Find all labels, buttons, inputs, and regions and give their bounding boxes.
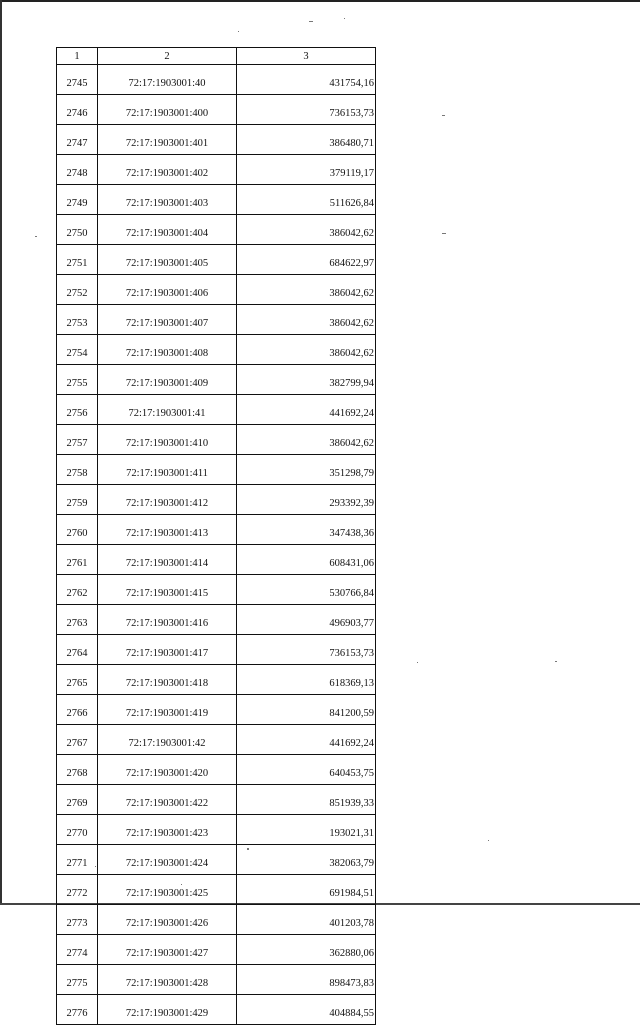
cadastral-number: 72:17:1903001:411 bbox=[98, 455, 237, 485]
table-row bbox=[57, 485, 376, 515]
row-number: 2765 bbox=[57, 665, 98, 695]
cadastral-number: 72:17:1903001:419 bbox=[98, 695, 237, 725]
table-row bbox=[57, 215, 376, 245]
cadastral-value: 386042,62 bbox=[237, 215, 376, 245]
cadastral-value: 691984,51 bbox=[237, 875, 376, 905]
cadastral-number: 72:17:1903001:429 bbox=[98, 995, 237, 1025]
cadastral-table bbox=[56, 47, 376, 1025]
table-row bbox=[57, 665, 376, 695]
column-number-3: 3 bbox=[237, 48, 376, 65]
cadastral-number: 72:17:1903001:401 bbox=[98, 125, 237, 155]
table-row bbox=[57, 155, 376, 185]
cadastral-number: 72:17:1903001:422 bbox=[98, 785, 237, 815]
row-number: 2746 bbox=[57, 95, 98, 125]
cadastral-number: 72:17:1903001:409 bbox=[98, 365, 237, 395]
cadastral-number: 72:17:1903001:413 bbox=[98, 515, 237, 545]
cadastral-value: 431754,16 bbox=[237, 65, 376, 95]
row-number: 2767 bbox=[57, 725, 98, 755]
scan-speck bbox=[442, 233, 446, 234]
cadastral-value: 530766,84 bbox=[237, 575, 376, 605]
table-row bbox=[57, 335, 376, 365]
row-number: 2776 bbox=[57, 995, 98, 1025]
cadastral-number: 72:17:1903001:412 bbox=[98, 485, 237, 515]
cadastral-value: 193021,31 bbox=[237, 815, 376, 845]
scan-left-edge bbox=[0, 0, 2, 905]
table-row bbox=[57, 455, 376, 485]
table-row bbox=[57, 845, 376, 875]
cadastral-number: 72:17:1903001:403 bbox=[98, 185, 237, 215]
row-number: 2772 bbox=[57, 875, 98, 905]
cadastral-number: 72:17:1903001:420 bbox=[98, 755, 237, 785]
cadastral-number: 72:17:1903001:400 bbox=[98, 95, 237, 125]
cadastral-value: 379119,17 bbox=[237, 155, 376, 185]
table-row bbox=[57, 995, 376, 1025]
table-row bbox=[57, 305, 376, 335]
row-number: 2750 bbox=[57, 215, 98, 245]
column-number-2: 2 bbox=[98, 48, 237, 65]
table-row bbox=[57, 935, 376, 965]
cadastral-value: 382063,79 bbox=[237, 845, 376, 875]
cadastral-number: 72:17:1903001:427 bbox=[98, 935, 237, 965]
table-row bbox=[57, 425, 376, 455]
row-number: 2751 bbox=[57, 245, 98, 275]
table-row bbox=[57, 785, 376, 815]
table-row bbox=[57, 905, 376, 935]
cadastral-value: 851939,33 bbox=[237, 785, 376, 815]
table-row bbox=[57, 245, 376, 275]
cadastral-number: 72:17:1903001:416 bbox=[98, 605, 237, 635]
cadastral-value: 404884,55 bbox=[237, 995, 376, 1025]
cadastral-value: 736153,73 bbox=[237, 95, 376, 125]
cadastral-value: 511626,84 bbox=[237, 185, 376, 215]
cadastral-value: 608431,06 bbox=[237, 545, 376, 575]
cadastral-number: 72:17:1903001:404 bbox=[98, 215, 237, 245]
scan-speck bbox=[417, 662, 418, 663]
row-number: 2769 bbox=[57, 785, 98, 815]
cadastral-value: 347438,36 bbox=[237, 515, 376, 545]
table-row bbox=[57, 635, 376, 665]
cadastral-value: 640453,75 bbox=[237, 755, 376, 785]
row-number: 2753 bbox=[57, 305, 98, 335]
row-number: 2748 bbox=[57, 155, 98, 185]
cadastral-number: 72:17:1903001:40 bbox=[98, 65, 237, 95]
table-row bbox=[57, 575, 376, 605]
cadastral-number: 72:17:1903001:417 bbox=[98, 635, 237, 665]
row-number: 2764 bbox=[57, 635, 98, 665]
row-number: 2760 bbox=[57, 515, 98, 545]
cadastral-number: 72:17:1903001:402 bbox=[98, 155, 237, 185]
table-row bbox=[57, 875, 376, 905]
cadastral-value: 441692,24 bbox=[237, 395, 376, 425]
row-number: 2759 bbox=[57, 485, 98, 515]
column-number-row bbox=[57, 48, 376, 65]
column-number-1: 1 bbox=[57, 48, 98, 65]
table-row bbox=[57, 605, 376, 635]
cadastral-value: 618369,13 bbox=[237, 665, 376, 695]
cadastral-value: 736153,73 bbox=[237, 635, 376, 665]
cadastral-value: 898473,83 bbox=[237, 965, 376, 995]
cadastral-value: 386042,62 bbox=[237, 425, 376, 455]
cadastral-value: 401203,78 bbox=[237, 905, 376, 935]
scan-speck bbox=[238, 31, 239, 32]
row-number: 2774 bbox=[57, 935, 98, 965]
scan-speck bbox=[309, 21, 313, 22]
cadastral-number: 72:17:1903001:408 bbox=[98, 335, 237, 365]
cadastral-value: 684622,97 bbox=[237, 245, 376, 275]
cadastral-value: 386042,62 bbox=[237, 305, 376, 335]
cadastral-value: 362880,06 bbox=[237, 935, 376, 965]
cadastral-value: 841200,59 bbox=[237, 695, 376, 725]
cadastral-number: 72:17:1903001:410 bbox=[98, 425, 237, 455]
cadastral-value: 386042,62 bbox=[237, 275, 376, 305]
cadastral-number: 72:17:1903001:42 bbox=[98, 725, 237, 755]
table-row bbox=[57, 65, 376, 95]
scan-speck bbox=[344, 18, 345, 19]
cadastral-number: 72:17:1903001:407 bbox=[98, 305, 237, 335]
row-number: 2763 bbox=[57, 605, 98, 635]
cadastral-number: 72:17:1903001:41 bbox=[98, 395, 237, 425]
scan-top-edge bbox=[0, 0, 640, 2]
row-number: 2745 bbox=[57, 65, 98, 95]
cadastral-number: 72:17:1903001:424 bbox=[98, 845, 237, 875]
scan-speck bbox=[442, 115, 445, 116]
table-row bbox=[57, 95, 376, 125]
row-number: 2771 bbox=[57, 845, 98, 875]
cadastral-value: 386480,71 bbox=[237, 125, 376, 155]
table-row bbox=[57, 365, 376, 395]
scan-speck bbox=[35, 236, 37, 237]
cadastral-number: 72:17:1903001:428 bbox=[98, 965, 237, 995]
table-row bbox=[57, 395, 376, 425]
cadastral-number: 72:17:1903001:414 bbox=[98, 545, 237, 575]
row-number: 2754 bbox=[57, 335, 98, 365]
cadastral-number: 72:17:1903001:423 bbox=[98, 815, 237, 845]
cadastral-value: 382799,94 bbox=[237, 365, 376, 395]
row-number: 2747 bbox=[57, 125, 98, 155]
row-number: 2758 bbox=[57, 455, 98, 485]
row-number: 2773 bbox=[57, 905, 98, 935]
table-row bbox=[57, 125, 376, 155]
cadastral-number: 72:17:1903001:406 bbox=[98, 275, 237, 305]
row-number: 2749 bbox=[57, 185, 98, 215]
row-number: 2766 bbox=[57, 695, 98, 725]
cadastral-value: 386042,62 bbox=[237, 335, 376, 365]
cadastral-value: 293392,39 bbox=[237, 485, 376, 515]
row-number: 2756 bbox=[57, 395, 98, 425]
row-number: 2770 bbox=[57, 815, 98, 845]
cadastral-number: 72:17:1903001:418 bbox=[98, 665, 237, 695]
table-row bbox=[57, 545, 376, 575]
row-number: 2761 bbox=[57, 545, 98, 575]
table-row bbox=[57, 755, 376, 785]
row-number: 2757 bbox=[57, 425, 98, 455]
cadastral-value: 441692,24 bbox=[237, 725, 376, 755]
row-number: 2762 bbox=[57, 575, 98, 605]
scan-speck bbox=[488, 840, 489, 841]
cadastral-number: 72:17:1903001:425 bbox=[98, 875, 237, 905]
scan-speck bbox=[555, 661, 557, 662]
table-row bbox=[57, 275, 376, 305]
table-row bbox=[57, 725, 376, 755]
table-row bbox=[57, 515, 376, 545]
cadastral-number: 72:17:1903001:405 bbox=[98, 245, 237, 275]
table-row bbox=[57, 695, 376, 725]
table-row bbox=[57, 965, 376, 995]
table-row bbox=[57, 815, 376, 845]
row-number: 2768 bbox=[57, 755, 98, 785]
cadastral-number: 72:17:1903001:415 bbox=[98, 575, 237, 605]
row-number: 2775 bbox=[57, 965, 98, 995]
row-number: 2752 bbox=[57, 275, 98, 305]
cadastral-value: 496903,77 bbox=[237, 605, 376, 635]
table-row bbox=[57, 185, 376, 215]
cadastral-value: 351298,79 bbox=[237, 455, 376, 485]
row-number: 2755 bbox=[57, 365, 98, 395]
cadastral-number: 72:17:1903001:426 bbox=[98, 905, 237, 935]
